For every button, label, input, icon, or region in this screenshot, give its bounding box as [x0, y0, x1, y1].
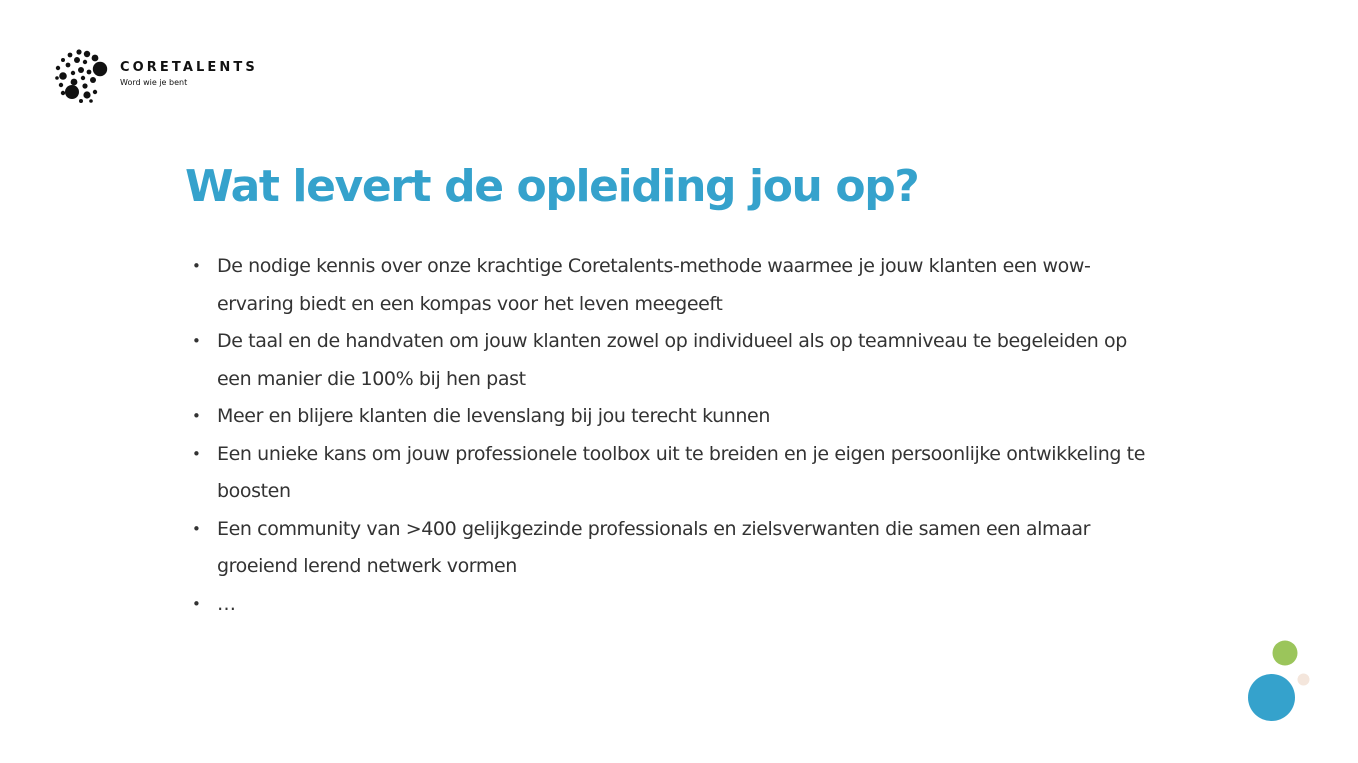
bullet-dot: •	[192, 444, 201, 463]
bullet-list	[192, 248, 1152, 623]
list-item	[192, 586, 1152, 624]
brand-name: CORETALENTS	[120, 60, 258, 75]
bullet-dot: •	[192, 519, 201, 538]
bullet-dot: •	[192, 257, 201, 275]
list-item	[192, 323, 1152, 398]
bullet-dot: •	[192, 594, 201, 613]
blue-circle	[1248, 674, 1295, 721]
peach-circle	[1298, 674, 1310, 686]
list-item-text: Een unieke kans om jouw professionele toolbox uit te breiden en je eigen persoonlijke ontwikkeling te boosten	[217, 442, 1145, 502]
dot-cluster-logo-icon	[54, 48, 110, 104]
green-circle	[1273, 641, 1298, 666]
list-item	[192, 248, 1152, 323]
decorative-circles	[1240, 630, 1320, 730]
bullet-dot: •	[192, 332, 201, 350]
list-item-text: Een community van >400 gelijkgezinde professionals en zielsverwanten die samen een almaar groeiend lerend netwerk vormen	[217, 517, 1090, 577]
list-item-text: De taal en de handvaten om jouw klanten zowel op individueel als op teamniveau te begeleiden op een manier die 100% bij hen past	[217, 330, 1127, 390]
slide-title: Wat levert de opleiding jou op?	[185, 161, 919, 212]
coretalents-logo	[54, 48, 274, 104]
list-item-text: De nodige kennis over onze krachtige Coretalents-methode waarmee je jouw klanten een wow-ervaring biedt en een kompas voor het leven meegeeft	[217, 255, 1091, 315]
bullet-dot: •	[192, 407, 201, 425]
list-item-text: …	[217, 592, 236, 615]
list-item	[192, 436, 1152, 511]
brand-tagline: Word wie je bent	[120, 78, 188, 87]
list-item	[192, 511, 1152, 586]
list-item	[192, 398, 1152, 436]
logo-text	[120, 61, 258, 88]
list-item-text: Meer en blijere klanten die levenslang bij jou terecht kunnen	[217, 405, 770, 427]
